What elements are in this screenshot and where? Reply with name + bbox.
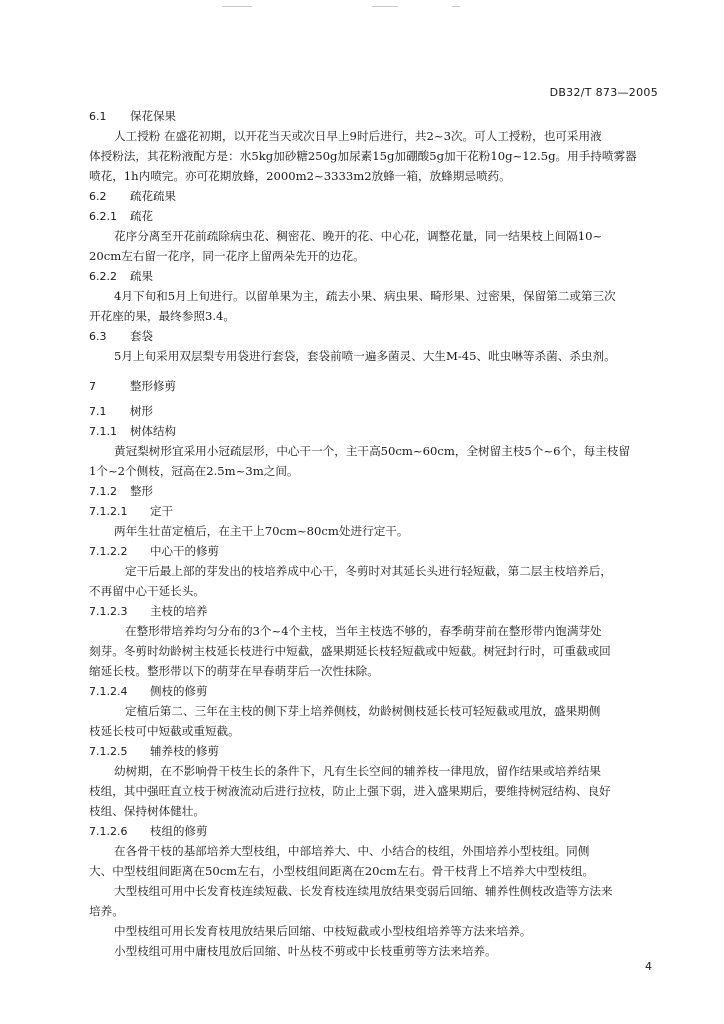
body-line: 20cm左右留一花序，同一花序上留两朵先开的边花。 (89, 249, 365, 263)
section-number: 7.1.2.4 (89, 685, 128, 698)
body-line: 枝组，其中强旺直立枝于树液流动后进行拉枝，防止上强下弱，进入盛果期后，要维持树冠结构、良好 (89, 784, 611, 798)
scan-speck (222, 6, 252, 7)
page-number: 4 (645, 960, 652, 973)
scan-speck (452, 6, 460, 7)
section-title: 疏果 (130, 269, 153, 283)
body-line: 枝延长枝可中短截或重短截。 (89, 724, 240, 738)
scan-speck (372, 6, 398, 7)
section-number: 7.1.2 (89, 485, 117, 498)
body-line: 中型枝组可用长发育枝甩放结果后回缩、中枝短截或小型枝组培养等方法来培养。 (114, 924, 532, 938)
section-title: 整形修剪 (130, 379, 176, 393)
section-number: 7.1.2.6 (89, 825, 128, 838)
body-line: 大型枝组可用中长发育枝连续短截、长发育枝连续甩放结果变弱后回缩、辅养性侧枝改造等方法来 (114, 884, 613, 898)
body-line: 培养。 (89, 904, 124, 918)
section-title: 定干 (150, 504, 173, 518)
standard-code: DB32/T 873—2005 (549, 86, 658, 99)
section-title: 侧枝的修剪 (150, 684, 208, 698)
body-line: 花序分离至开花前疏除病虫花、稠密花、晚开的花、中心花，调整花量，同一结果枝上间隔10~ (114, 229, 603, 243)
body-line: 在各骨干枝的基部培养大型枝组，中部培养大、中、小结合的枝组，外围培养小型枝组。同侧 (114, 844, 590, 858)
section-title: 套袋 (130, 329, 153, 343)
section-title: 疏花疏果 (130, 189, 176, 203)
section-number: 6.2 (89, 190, 107, 203)
section-title: 树形 (130, 404, 153, 418)
section-number: 6.1 (89, 110, 107, 123)
section-number: 7.1.2.2 (89, 545, 128, 558)
section-title: 主枝的培养 (150, 604, 208, 618)
body-line: 黄冠梨树形宜采用小冠疏层形，中心干一个，主干高50cm~60cm，全树留主枝5个~6个，每主枝留 (114, 444, 631, 458)
body-line: 定干后最上部的芽发出的枝培养成中心干，冬剪时对其延长头进行轻短截，第二层主枝培养后， (125, 564, 612, 578)
body-line: 喷花，1h内喷完。亦可花期放蜂，2000m2~3333m2放蜂一箱，放蜂期忌喷药。 (89, 169, 511, 183)
section-number: 7.1 (89, 405, 107, 418)
body-line: 4月下旬和5月上旬进行。以留单果为主，疏去小果、病虫果、畸形果、过密果，保留第二或第三次 (114, 289, 616, 303)
section-title: 整形 (130, 484, 153, 498)
section-number: 7.1.2.1 (89, 505, 128, 518)
section-number: 7.1.1 (89, 425, 117, 438)
body-line: 两年生壮苗定植后，在主干上70cm~80cm处进行定干。 (114, 524, 409, 538)
body-line: 开花座的果，最终参照3.4。 (89, 309, 235, 323)
body-line: 人工授粉 在盛花初期，以开花当天或次日早上9时后进行，共2~3次。可人工授粉，也可采用液 (114, 129, 602, 143)
body-line: 在整形带培养均匀分布的3个~4个主枝，当年主枝选不够的，春季萌芽前在整形带内饱满芽处 (125, 624, 602, 638)
section-title: 树体结构 (130, 424, 176, 438)
body-line: 体授粉法，其花粉液配方是：水5kg加砂糖250g加尿素15g加硼酸5g加干花粉10g~12.5g。用手持喷雾器 (89, 149, 637, 163)
body-line: 大、中型枝组间距离在50cm左右，小型枝组间距离在20cm左右。骨干枝背上不培养大中型枝组。 (89, 864, 595, 878)
section-number: 6.2.2 (89, 270, 117, 283)
section-number: 7.1.2.5 (89, 745, 128, 758)
body-line: 定植后第二、三年在主枝的侧下芽上培养侧枝，幼龄树侧枝延长枝可轻短截或甩放，盛果期侧 (125, 704, 601, 718)
section-title: 中心干的修剪 (150, 544, 219, 558)
body-line: 枝组、保持树体健壮。 (89, 804, 205, 818)
body-line: 缩延长枝。整形带以下的萌芽在早春萌芽后一次性抹除。 (89, 664, 379, 678)
body-line: 刻芽。冬剪时幼龄树主枝延长枝进行中短截，盛果期延长枝轻短截或中短截。树冠封行时，可重截或回 (89, 644, 611, 658)
body-line: 不再留中心干延长头。 (89, 584, 205, 598)
section-number: 6.2.1 (89, 210, 117, 223)
section-title: 枝组的修剪 (150, 824, 208, 838)
section-title: 疏花 (130, 209, 153, 223)
body-line: 小型枝组可用中庸枝甩放后回缩、叶丛枝不剪或中长枝重剪等方法来培养。 (114, 944, 497, 958)
body-line: 1个~2个侧枝，冠高在2.5m~3m之间。 (89, 464, 299, 478)
body-line: 幼树期，在不影响骨干枝生长的条件下，凡有生长空间的辅养枝一律甩放，留作结果或培养结果 (114, 764, 601, 778)
section-title: 辅养枝的修剪 (150, 744, 219, 758)
section-number: 7.1.2.3 (89, 605, 128, 618)
section-title: 保花保果 (130, 109, 176, 123)
section-number: 7 (89, 380, 96, 393)
body-line: 5月上旬采用双层梨专用袋进行套袋，套袋前喷一遍多菌灵、大生M-45、吡虫啉等杀菌、杀虫剂。 (114, 349, 616, 363)
section-number: 6.3 (89, 330, 107, 343)
